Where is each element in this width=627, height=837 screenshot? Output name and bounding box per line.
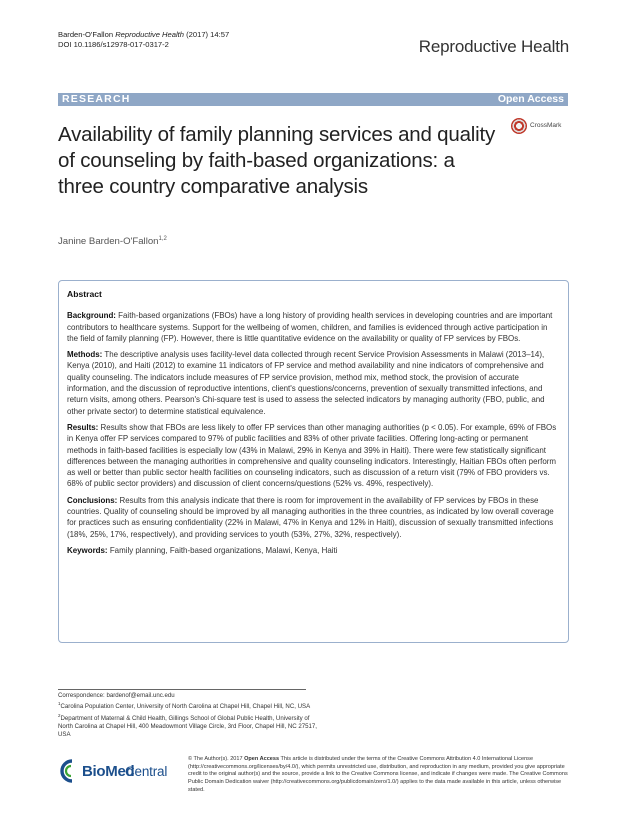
footnote-divider: [58, 689, 306, 690]
abstract-section-text: Results show that FBOs are less likely to offer FP services than other managing authorities (p < 0.05). For example, 69% of FBOs in Kenya offer FP services compared to 97% of public facilities and 83% of other private facilities. Offering long-acting or permanent methods in faith-based facilities is especially low (43% in Malawi, 29% in Kenya and 39% in Haiti). There were few statistically significant differences between the managing authorities in comprehensive and quality counseling indicators. Interestingly, Haitian FBOs often perform as well or better than public sector health facilities on counseling indicators, such as discussion of a return visit (79% of FBO providers vs. 68% of public sector providers) and discussion of client concerns/questions (52% vs. 49%, respectively).: [67, 422, 557, 489]
affiliation-2: [58, 712, 318, 740]
affiliation-text: Department of Maternal & Child Health, Gillings School of Global Public Health, University of North Carolina at Chapel Hill, 400 Meadowmont Village Circle, 3rd Floor, Chapel Hill, NC 27517, USA: [58, 714, 317, 739]
abstract-background: [67, 310, 560, 344]
bmc-arc-icon: [58, 758, 82, 784]
citation-author: Barden-O'Fallon: [58, 30, 114, 39]
abstract-keywords: [67, 545, 560, 556]
affiliation-number: 2: [58, 712, 61, 718]
abstract-section-label: Methods:: [67, 350, 103, 360]
section-bar: [58, 93, 568, 106]
abstract-section-text: Family planning, Faith-based organizations, Malawi, Kenya, Haiti: [109, 545, 338, 555]
abstract-results: [67, 422, 560, 490]
doi-line[interactable]: DOI 10.1186/s12978-017-0317-2: [58, 40, 169, 49]
abstract-heading: Abstract: [67, 289, 102, 299]
bmc-logo-central: Central: [125, 764, 168, 779]
citation-journal: Reproductive Health: [115, 30, 184, 39]
abstract-conclusions: [67, 495, 560, 540]
affiliation-text: Carolina Population Center, University of North Carolina at Chapel Hill, Chapel Hill, NC, USA: [60, 703, 311, 711]
abstract-section-text: Results from this analysis indicate that there is room for improvement in the availability of FP services by FBOs in these countries. Quality of counseling should be improved by all managing authorities in the three countries, as indicated by low overall coverage for practices such as ensuring confidentiality (22% in Malawi, 47% in Kenya and 12% in Haiti), discussion of sexually transmitted infections (18%, 25%, 17%, respectively), and providing services to youth (53%, 27%, 32%, respectively).: [67, 495, 554, 539]
abstract-section-label: Keywords:: [67, 545, 108, 555]
abstract-content: [67, 289, 560, 561]
citation-year-time: (2017) 14:57: [186, 30, 230, 39]
affiliation-number: 1: [58, 701, 61, 707]
abstract-section-text: Faith-based organizations (FBOs) have a long history of providing health services in developing countries and are important contributors to healthcare systems. Support for the wellbeing of women, children, and families is evidenced through active participation in the field of family planning (FP). However, there is little quantitative evidence on the availability or quality of FP services by FBOs.: [67, 311, 553, 343]
biomed-central-logo[interactable]: [58, 758, 188, 790]
article-title: Availability of family planning services and quality of counseling by faith-based organizations: a three country comparative analysis: [58, 123, 496, 198]
abstract-section-label: Conclusions:: [67, 495, 118, 505]
license-open-access: Open Access: [244, 756, 280, 762]
author-name: Janine Barden-O'Fallon: [58, 236, 159, 248]
crossmark-badge[interactable]: [511, 118, 581, 140]
journal-name: Reproductive Health: [418, 37, 569, 56]
abstract-methods: [67, 349, 560, 417]
license-text: This article is distributed under the terms of the Creative Commons Attribution 4.0 International License (http://creativecommons.org/licenses/by/4.0/), which permits unrestricted use, distribution, and reproduction in any medium, provided you give appropriate credit to the original author(s) and the source, provide a link to the Creative Commons license, and indicate if changes were made. The Creative Commons Public Domain Dedication waiver (http://creativecommons.org/publicdomain/zero/1.0/) applies to the data made available in this article, unless otherwise stated.: [188, 756, 568, 793]
open-access-label: Open Access: [497, 93, 564, 105]
license-prefix: © The Author(s). 2017: [188, 756, 243, 762]
abstract-section-label: Background:: [67, 311, 116, 321]
article-citation-header: [58, 30, 358, 50]
author-line: [58, 236, 167, 247]
crossmark-label: CrossMark: [530, 122, 562, 129]
crossmark-icon: [511, 118, 527, 134]
author-affiliation-marks: 1,2: [158, 236, 167, 242]
abstract-section-text: The descriptive analysis uses facility-level data collected through recent Service Provision Assessments in Malawi (2013–14), Kenya (2010), and Haiti (2012) to examine 11 indicators of FP service and method availability and nine indicators of comprehensive and quality counseling. The indicators include measures of FP service provision, method mix, method stock, the provision of accurate information, and the discussion of reproductive intentions, client's questions/concerns, prevention of sexually transmitted infections, and return visits, among others. Pearson's Chi-square test is used to assess the selected indicators by managing authority (FBO, public, and other private sector) to determine statistical equivalence.: [67, 350, 545, 416]
citation-line: [58, 30, 358, 40]
abstract-box: [58, 280, 569, 643]
abstract-section-label: Results:: [67, 422, 99, 432]
affiliation-1: [58, 700, 318, 711]
section-label: RESEARCH: [62, 93, 131, 105]
footnotes: [58, 692, 318, 740]
license-statement: [188, 756, 569, 795]
bmc-logo-bio: BioMed: [82, 763, 135, 780]
correspondence-line[interactable]: Correspondence: bardenof@email.unc.edu: [58, 692, 175, 699]
